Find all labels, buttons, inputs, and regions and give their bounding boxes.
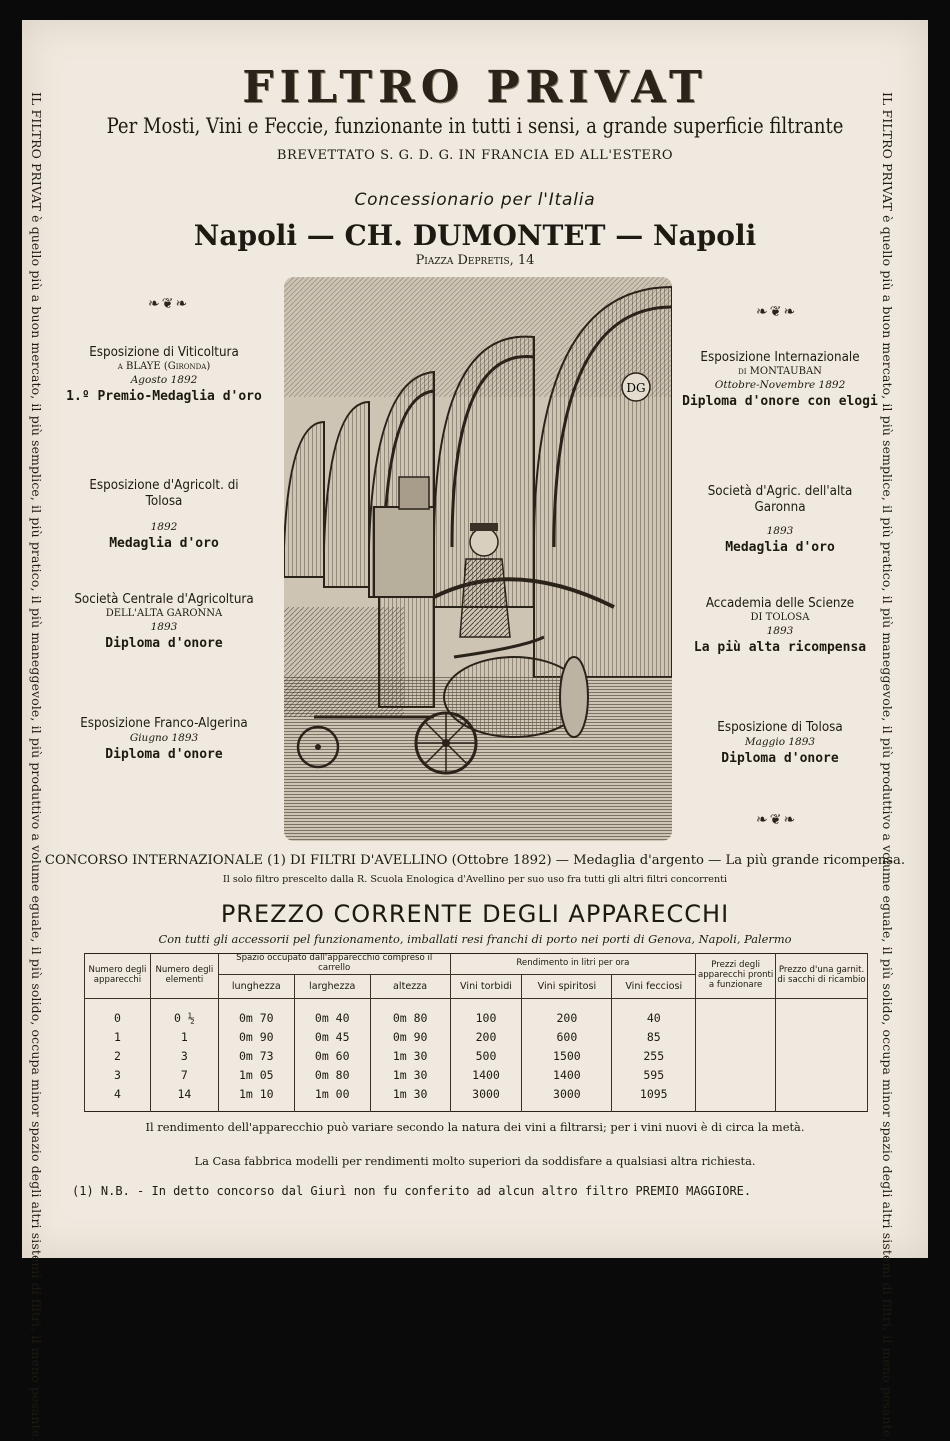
concorso-line: CONCORSO INTERNAZIONALE (1) DI FILTRI D'AVELLINO (Ottobre 1892) — Medaglia d'argento — La più grande ricompensa.	[44, 853, 906, 868]
side-text-left: IL FILTRO PRIVAT è quello più a buon mercato, il più semplice, il più pratico, il più maneggevole, il più produttivo a volume eguale, il più solido, occupa minor spazio degli altri sistemi di filtri, il meno pesante.	[29, 92, 44, 1441]
header-rendimento: Rendimento in litri per ora	[450, 954, 696, 975]
side-text-right: IL FILTRO PRIVAT è quello più a buon mercato, il più semplice, il più pratico, il più maneggevole, il più produttivo a volume eguale, il più solido, occupa minor spazio degli altri sistemi di filtri, il meno pesante.	[880, 92, 895, 1441]
award-right-1	[680, 350, 880, 410]
award-name: Esposizione di Viticoltura	[89, 345, 239, 360]
cell: 7	[150, 1066, 218, 1085]
cell: 0m 80	[294, 1066, 370, 1085]
award-date: Maggio 1893	[744, 736, 816, 749]
award-right-3	[680, 596, 880, 656]
header-lunghezza: lunghezza	[218, 975, 294, 999]
cell: 0m 90	[370, 1028, 450, 1047]
cell: 0	[85, 1009, 151, 1028]
cell: 0m 73	[218, 1047, 294, 1066]
award-left-1	[64, 345, 264, 405]
table-row	[85, 1047, 868, 1066]
award-date: Agosto 1892	[130, 373, 198, 386]
header-numero-apparecchi: Numero degli apparecchi	[85, 954, 151, 999]
rendimento-note: Il rendimento dell'apparecchio può variare secondo la natura dei vini a filtrarsi; per i vini nuovi è di circa la metà.	[145, 1120, 805, 1134]
award-place: DELL'ALTA GARONNA	[105, 608, 223, 620]
address-line: Piazza Depretis, 14	[415, 253, 535, 268]
award-date: 1893	[766, 524, 794, 537]
concessionario-line: Concessionario per l'Italia	[354, 190, 596, 210]
cell: 600	[522, 1028, 612, 1047]
award-prize: Medaglia d'oro	[725, 539, 835, 555]
cell: 595	[612, 1066, 696, 1085]
header-spiritosi: Vini spiritosi	[522, 975, 612, 999]
cell: 3000	[450, 1085, 522, 1104]
award-name: Esposizione Franco-Algerina	[80, 716, 248, 731]
table-row	[85, 1066, 868, 1085]
cell: 1500	[522, 1047, 612, 1066]
cell	[776, 1085, 868, 1104]
cell: 40	[612, 1009, 696, 1028]
award-prize: Diploma d'onore	[105, 635, 223, 651]
header-fecciosi: Vini fecciosi	[612, 975, 696, 999]
price-table	[84, 953, 868, 1112]
cell	[776, 1009, 868, 1028]
cell: 0m 45	[294, 1028, 370, 1047]
cell: 1m 30	[370, 1085, 450, 1104]
price-list-subtitle: Con tutti gli accessorii pel funzionamento, imballati resi franchi di porto nei porti di Genova, Napoli, Palermo	[158, 932, 792, 946]
award-prize: La più alta ricompensa	[693, 639, 867, 655]
cell: 255	[612, 1047, 696, 1066]
award-name: Accademia delle Scienze	[705, 596, 855, 611]
award-date: 1893	[150, 620, 178, 633]
cell: 14	[150, 1085, 218, 1104]
award-left-3	[64, 592, 264, 652]
cell	[776, 1066, 868, 1085]
cell: 2	[85, 1047, 151, 1066]
poster-title: FILTRO PRIVAT	[242, 62, 708, 113]
cell: 3	[150, 1047, 218, 1066]
cell: 1400	[450, 1066, 522, 1085]
cell: 0m 90	[218, 1028, 294, 1047]
concorso-note: Il solo filtro prescelto dalla R. Scuola Enologica d'Avellino per suo uso fra tutti gli altri filtri concorrenti	[222, 874, 728, 885]
ornament-left-top: ❧❦❧	[148, 296, 190, 312]
award-name: Esposizione d'Agricolt. di Tolosa	[89, 478, 239, 510]
table-row	[85, 1028, 868, 1047]
award-name: Società d'Agric. dell'alta Garonna	[707, 484, 853, 516]
award-left-2	[64, 478, 264, 552]
casa-note: La Casa fabbrica modelli per rendimenti molto superiori da soddisfare a qualsiasi altra richiesta.	[194, 1154, 756, 1168]
award-prize: Diploma d'onore	[721, 751, 839, 767]
header-larghezza: larghezza	[294, 975, 370, 999]
header-prezzo-garnit: Prezzo d'una garnit. di sacchi di ricambio	[776, 954, 868, 999]
award-right-4	[680, 720, 880, 768]
header-altezza: altezza	[370, 975, 450, 999]
cell: 1m 05	[218, 1066, 294, 1085]
cell: 0m 60	[294, 1047, 370, 1066]
nb-footnote: (1) N.B. - In detto concorso dal Giurì non fu conferito ad alcun altro filtro PREMIO MAGGIORE.	[72, 1184, 752, 1198]
ornament-right-top: ❧❦❧	[756, 304, 798, 320]
cell: 1	[85, 1028, 151, 1047]
poster-subtitle: Per Mosti, Vini e Feccie, funzionante in tutti i sensi, a grande superficie filtrante	[106, 114, 844, 138]
award-prize: 1.º Premio-Medaglia d'oro	[66, 388, 262, 404]
barrel-mark: DG	[626, 381, 646, 395]
cell: 500	[450, 1047, 522, 1066]
award-date: 1892	[150, 520, 178, 533]
header-prezzi: Prezzi degli apparecchi pronti a funzionare	[696, 954, 776, 999]
award-place: DI TOLOSA	[750, 612, 810, 624]
award-date: 1893	[766, 624, 794, 637]
award-prize: Diploma d'onore con elogi	[682, 393, 878, 409]
cell: 85	[612, 1028, 696, 1047]
cellar-engraving	[284, 277, 672, 841]
header-numero-elementi: Numero degli elementi	[150, 954, 218, 999]
award-name: Esposizione Internazionale	[700, 350, 860, 365]
cell	[696, 1047, 776, 1066]
cell: 0m 80	[370, 1009, 450, 1028]
table-row	[85, 1009, 868, 1028]
cell: 1095	[612, 1085, 696, 1104]
header-spazio: Spazio occupato dall'apparecchio compreso il carrello	[218, 954, 450, 975]
award-name: Esposizione di Tolosa	[717, 720, 843, 735]
cell: 200	[522, 1009, 612, 1028]
award-place: a BLAYE (Gironda)	[117, 361, 211, 373]
cellar-illustration	[284, 277, 672, 841]
award-right-2	[680, 484, 880, 556]
cell	[776, 1047, 868, 1066]
award-name: Società Centrale d'Agricoltura	[74, 592, 254, 607]
award-place: di MONTAUBAN	[738, 366, 822, 378]
price-list-title: PREZZO CORRENTE DEGLI APPARECCHI	[220, 900, 730, 928]
cell	[696, 1066, 776, 1085]
cell: 0m 70	[218, 1009, 294, 1028]
cell	[776, 1028, 868, 1047]
cell: 4	[85, 1085, 151, 1104]
award-prize: Diploma d'onore	[105, 747, 223, 763]
cell	[696, 1009, 776, 1028]
cell: 200	[450, 1028, 522, 1047]
cell: 1400	[522, 1066, 612, 1085]
cell: 0m 40	[294, 1009, 370, 1028]
award-date: Giugno 1893	[129, 732, 199, 745]
cell	[696, 1085, 776, 1104]
dealer-line: Napoli — CH. DUMONTET — Napoli	[193, 219, 757, 252]
award-prize: Medaglia d'oro	[109, 535, 219, 551]
header-torbidi: Vini torbidi	[450, 975, 522, 999]
cell: 1m 00	[294, 1085, 370, 1104]
cell: 1	[150, 1028, 218, 1047]
cell: 1m 10	[218, 1085, 294, 1104]
table-row	[85, 1085, 868, 1104]
award-date: Ottobre-Novembre 1892	[714, 378, 846, 391]
award-left-4	[64, 716, 264, 764]
cell: 100	[450, 1009, 522, 1028]
cell: 1m 30	[370, 1047, 450, 1066]
patent-line: BREVETTATO S. G. D. G. IN FRANCIA ED ALL'ESTERO	[276, 148, 674, 163]
ornament-right-bottom: ❧❦❧	[756, 812, 798, 828]
cell: 0 ½	[150, 1009, 218, 1028]
cell: 3000	[522, 1085, 612, 1104]
cell: 3	[85, 1066, 151, 1085]
cell	[696, 1028, 776, 1047]
cell: 1m 30	[370, 1066, 450, 1085]
